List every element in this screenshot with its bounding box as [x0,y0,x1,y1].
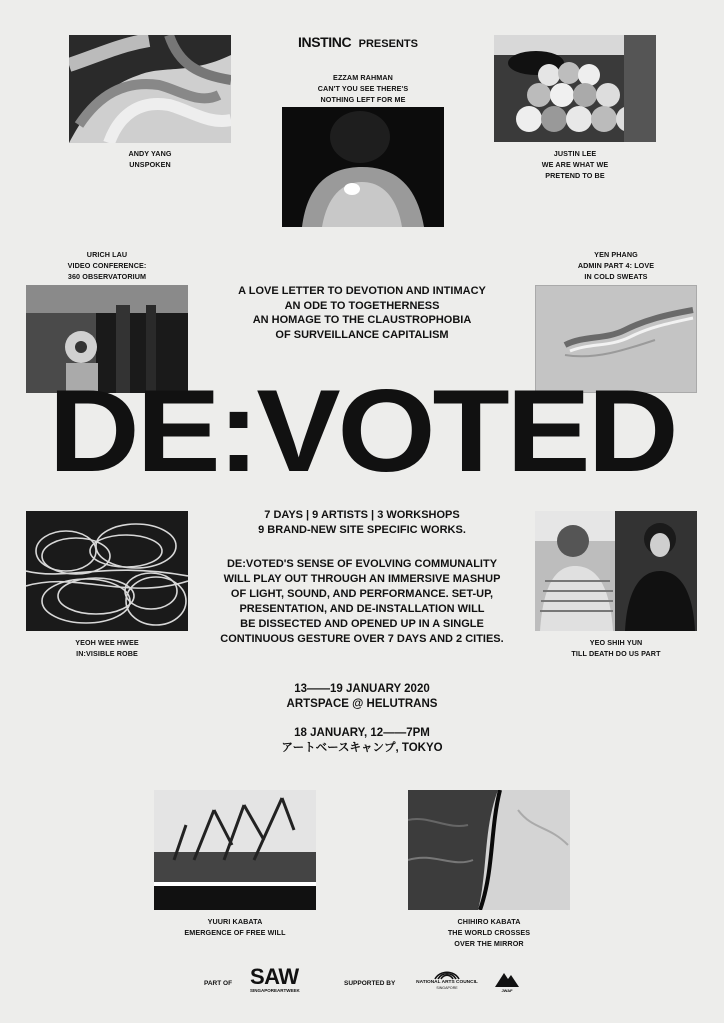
partner-logo: JWAF [492,970,522,993]
instinc-logo: INSTINC [298,34,352,50]
nac-logo: NATIONAL ARTS COUNCIL SINGAPORE [412,966,482,991]
photo-yeo-shih-yun [535,511,697,631]
caption-yeoh-wee-hwee: YEOH WEE HWEE IN:VISIBLE ROBE [75,638,139,658]
caption-ezzam-rahman: EZZAM RAHMAN CAN'T YOU SEE THERE'S NOTHING LEFT FOR ME [317,73,409,104]
photo-andy-yang [69,35,231,143]
nac-emblem-icon [434,966,460,980]
caption-yuuri-kabata: YUURI KABATA EMERGENCE OF FREE WILL [184,917,286,937]
description: DE:VOTED'S SENSE OF EVOLVING COMMUNALITY WILL PLAY OUT THROUGH AN IMMERSIVE MASHUP OF LIGHT, SOUND, AND PERFORMANCE. SET-UP, PRESENTATION, AND DE-INSTALLATION WILL BE DISSECTED AND OPENED UP IN A SINGLE CONTINUOUS GESTURE OVER 7 DAYS AND 2 CITIES. [220,558,504,645]
presenter-header [298,34,428,52]
event-tokyo [192,726,532,756]
event-dates: 13——19 JANUARY 2020 [294,683,430,695]
saw-logo: SAW SINGAPOREARTWEEK [250,964,300,993]
caption-yeo-shih-yun: YEO SHIH YUN TILL DEATH DO US PART [571,638,661,658]
event-helutrans [192,682,532,712]
event-venue: アートベースキャンプ, TOKYO [281,742,443,754]
caption-justin-lee: JUSTIN LEE WE ARE WHAT WE PRETEND TO BE [541,149,609,180]
exhibition-title: DE:VOTED [48,365,676,496]
photo-justin-lee [494,35,656,142]
photo-yeoh-wee-hwee [26,511,188,631]
photo-ezzam-rahman [282,107,444,227]
photo-chihiro-kabata [408,790,570,910]
caption-andy-yang: ANDY YANG UNSPOKEN [128,149,172,169]
caption-yen-phang: YEN PHANG ADMIN PART 4: LOVE IN COLD SWEATS [577,250,655,281]
event-dates: 18 JANUARY, 12——7PM [294,727,430,739]
part-of-label: PART OF [204,980,233,987]
photo-yuuri-kabata [154,790,316,910]
event-venue: ARTSPACE @ HELUTRANS [286,698,438,710]
supported-by-label: SUPPORTED BY [344,980,396,987]
caption-chihiro-kabata: CHIHIRO KABATA THE WORLD CROSSES OVER THE MIRROR [447,917,531,948]
presents-label: PRESENTS [358,38,418,50]
summary: 7 DAYS | 9 ARTISTS | 3 WORKSHOPS 9 BRAND-NEW SITE SPECIFIC WORKS. [258,509,466,536]
caption-urich-lau: URICH LAU VIDEO CONFERENCE: 360 OBSERVATORIUM [67,250,147,281]
tagline: A LOVE LETTER TO DEVOTION AND INTIMACY AN ODE TO TOGETHERNESS AN HOMAGE TO THE CLAUSTROPHOBIA OF SURVEILLANCE CAPITALISM [238,285,486,341]
mountain-icon [494,970,520,988]
